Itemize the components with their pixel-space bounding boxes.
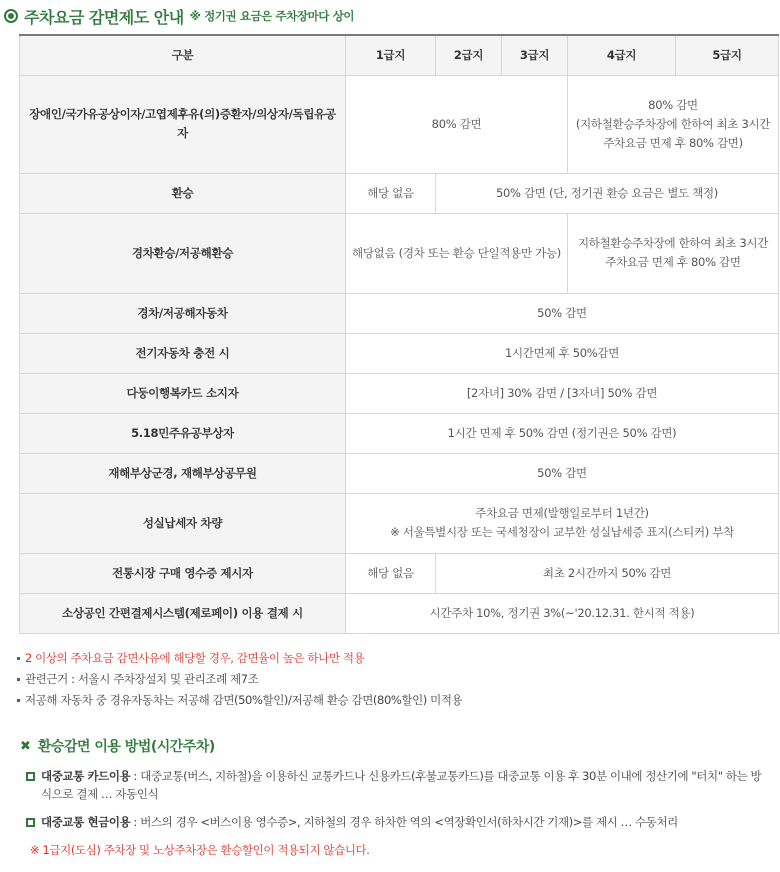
cell-line: 주차요금 면제(발행일로부터 1년간) [475, 506, 649, 520]
table-header-row [20, 35, 779, 75]
row-label: 소상공인 간편결제시스템(제로페이) 이용 결제 시 [20, 593, 346, 633]
square-bullet-icon [26, 818, 35, 827]
table-row [20, 593, 779, 633]
table-row [20, 493, 779, 553]
page-title-row [4, 4, 354, 28]
note-item [17, 690, 462, 711]
row-label: 전기자동차 충전 시 [20, 333, 346, 373]
table-row [20, 173, 779, 213]
row-label: 5.18민주유공부상자 [20, 413, 346, 453]
cell-all-grades: 50% 감면 [346, 293, 779, 333]
method-card-desc: : 대중교통(버스, 지하철)을 이용하신 교통카드나 신용카드(후불교통카드)를 대중교통 이용 후 30분 이내에 정산기에 "터치" 하는 방식으로 결제 … 자동인식 [41, 769, 762, 801]
header-grade-1: 1급지 [346, 35, 436, 75]
cell-grade-1: 해당 없음 [346, 553, 436, 593]
row-label: 장애인/국가유공상이자/고엽제후유(의)증환자/의상자/독립유공자 [20, 75, 346, 173]
cell-grade-1-3: 80% 감면 [346, 75, 568, 173]
note-text: 관련근거 : 서울시 주차장설치 및 관리조례 제7조 [25, 672, 259, 686]
row-label: 전통시장 구매 영수증 제시자 [20, 553, 346, 593]
cell-grade-1: 해당 없음 [346, 173, 436, 213]
row-label: 환승 [20, 173, 346, 213]
method-cash-desc: : 버스의 경우 <버스이용 영수증>, 지하철의 경우 하차한 역의 <역장확인서(하차시간 기재)>를 제시 … 수동처리 [130, 815, 678, 829]
row-label: 성실납세자 차량 [20, 493, 346, 553]
cell-line: 80% 감면 [648, 97, 698, 112]
clover-icon: ✖ [20, 738, 31, 754]
bullet-icon [17, 678, 20, 681]
section-title-row [20, 735, 215, 757]
method-card [26, 767, 771, 803]
bullet-icon [17, 657, 20, 660]
note-item [17, 648, 462, 669]
page-subtitle: ※ 정기권 요금은 주차장마다 상이 [189, 9, 355, 23]
table-row [20, 373, 779, 413]
header-grade-3: 3급지 [502, 35, 568, 75]
cell-all-grades: [2자녀] 30% 감면 / [3자녀] 50% 감면 [346, 373, 779, 413]
cell-grade-4-5 [568, 75, 779, 173]
method-cash-label: 대중교통 현금이용 [41, 815, 131, 829]
cell-line: (지하철환승주차장에 한하여 최초 3시간 주차요금 면제 후 80% 감면) [575, 116, 771, 150]
method-card-label: 대중교통 카드이용 [41, 769, 131, 783]
cell-all-grades: 1시간면제 후 50%감면 [346, 333, 779, 373]
header-grade-5: 5급지 [676, 35, 779, 75]
method-cash-text [41, 813, 678, 831]
section-title: 환승감면 이용 방법(시간주차) [37, 739, 215, 755]
header-grade-4: 4급지 [568, 35, 676, 75]
table-row [20, 413, 779, 453]
note-text: 저공해 자동차 중 경유자동차는 저공해 감면(50%할인)/저공해 환승 감면(80%할인) 미적용 [25, 693, 463, 707]
row-label: 경차환승/저공해환승 [20, 213, 346, 293]
note-item [17, 669, 462, 690]
bullet-icon [17, 699, 20, 702]
method-cash [26, 813, 771, 831]
transfer-warning: ※ 1급지(도심) 주차장 및 노상주차장은 환승할인이 적용되지 않습니다. [30, 843, 370, 857]
cell-grade-2-5: 최초 2시간까지 50% 감면 [436, 553, 779, 593]
cell-grade-2-5: 50% 감면 (단, 정기권 환승 요금은 별도 책정) [436, 173, 779, 213]
notes-list [17, 648, 462, 711]
discount-table [19, 34, 779, 634]
note-text: 2 이상의 주차요금 감면사유에 해당할 경우, 감면율이 높은 하나만 적용 [25, 651, 365, 665]
table-row [20, 213, 779, 293]
square-bullet-icon [26, 772, 35, 781]
row-label: 경차/저공해자동차 [20, 293, 346, 333]
cell-all-grades: 50% 감면 [346, 453, 779, 493]
row-label: 다둥이행복카드 소지자 [20, 373, 346, 413]
table-row [20, 333, 779, 373]
header-grade-2: 2급지 [436, 35, 502, 75]
cell-all-grades: 1시간 면제 후 50% 감면 (정기권은 50% 감면) [346, 413, 779, 453]
cell-grade-4-5: 지하철환승주차장에 한하여 최초 3시간 주차요금 면제 후 80% 감면 [568, 213, 779, 293]
page-title: 주차요금 감면제도 안내 [24, 7, 184, 27]
table-row [20, 75, 779, 173]
table-row [20, 453, 779, 493]
header-category: 구분 [20, 35, 346, 75]
cell-grade-1-3: 해당없음 (경차 또는 환승 단일적용만 가능) [346, 213, 568, 293]
cell-line: ※ 서울특별시장 또는 국세청장이 교부한 성실납세증 표지(스티커) 부착 [390, 525, 734, 539]
cell-all-grades: 시간주차 10%, 정기권 3%(~'20.12.31. 한시적 적용) [346, 593, 779, 633]
table-row [20, 553, 779, 593]
circle-bullet-icon [4, 9, 18, 23]
table-row [20, 293, 779, 333]
cell-all-grades [346, 493, 779, 553]
method-card-text [41, 767, 771, 803]
row-label: 재해부상군경, 재해부상공무원 [20, 453, 346, 493]
